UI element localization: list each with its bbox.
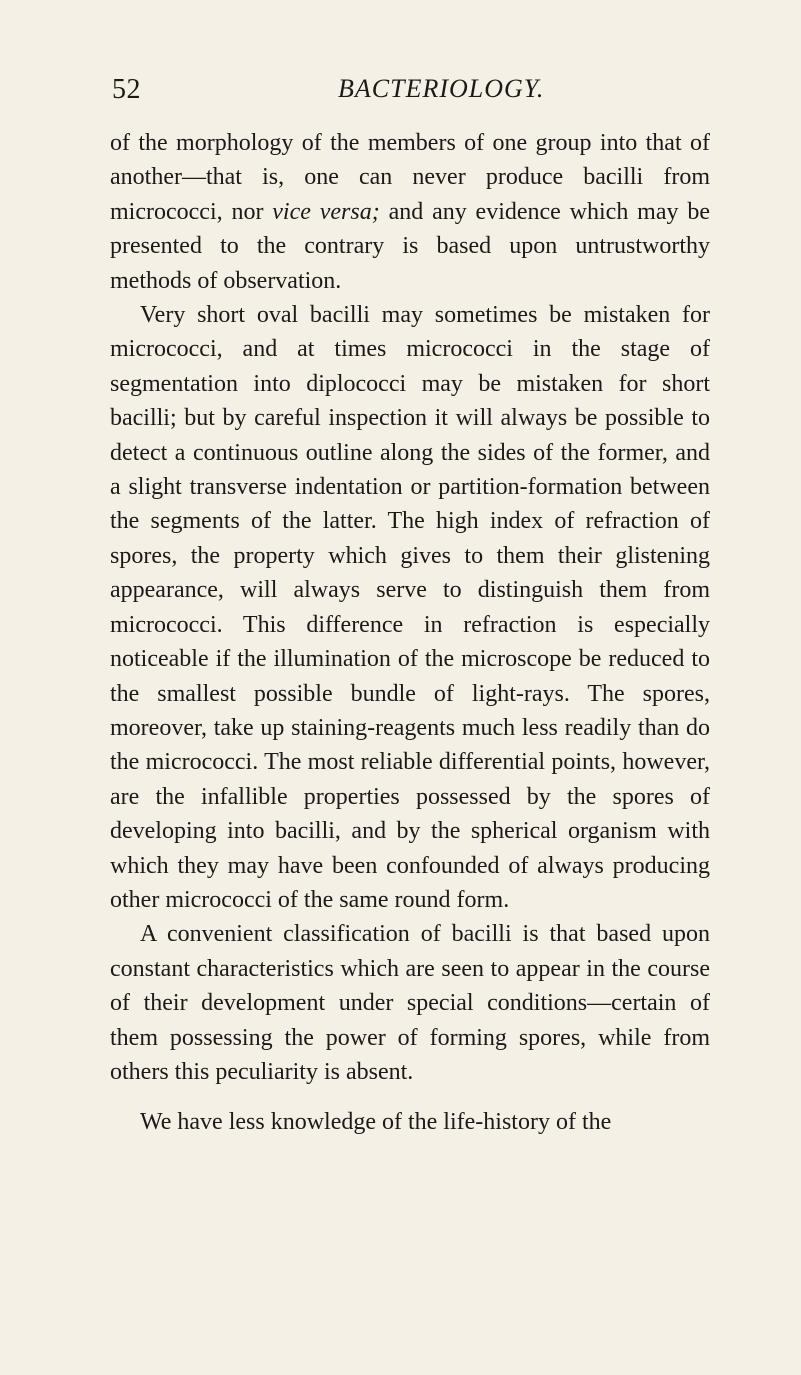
page-body xyxy=(110,126,710,1140)
paragraph-4: We have less knowledge of the life-history of the xyxy=(140,1109,612,1136)
paragraph-1-text-c: and any evidence which may be presented to the contrary is based upon untrustworthy methods of observation. xyxy=(110,198,710,294)
paragraph-1-italic: vice versa; xyxy=(272,198,380,225)
paragraph-1-text-a: of the morphology of the members of one group into that of another—that is, one can never produce bacilli from micrococci, nor xyxy=(110,130,710,225)
paragraph-1 xyxy=(110,126,710,298)
page-number: 52 xyxy=(112,74,141,105)
page-header xyxy=(0,74,801,114)
paragraph-2: Very short oval bacilli may sometimes be mistaken for micrococci, and at times micrococci in the stage of segmentation into diplococci may be mistaken for short bacilli; but by careful inspection it will always be possible to detect a continuous outline along the sides of the former, and a slight transverse indentation or partition-formation between the segments of the latter. The high index of refraction of spores, the property which gives to them their glistening appearance, will always serve to distinguish them from micrococci. This difference in refraction is especially noticeable if the illumination of the microscope be reduced to the smallest possible bundle of light-rays. The spores, moreover, take up staining-reagents much less readily than do the micrococci. The most reliable differential points, however, are the infallible properties possessed by the spores of developing into bacilli, and by the spherical organism with which they may have been confounded of always producing other micrococci of the same round form. xyxy=(110,302,710,913)
running-head: BACTERIOLOGY. xyxy=(338,74,545,103)
paragraph-3: A convenient classification of bacilli is that based upon constant characteristics which are seen to appear in the course of their development under special conditions—certain of them possessing the power of forming spores, while from others this peculiarity is absent. xyxy=(110,921,710,1085)
